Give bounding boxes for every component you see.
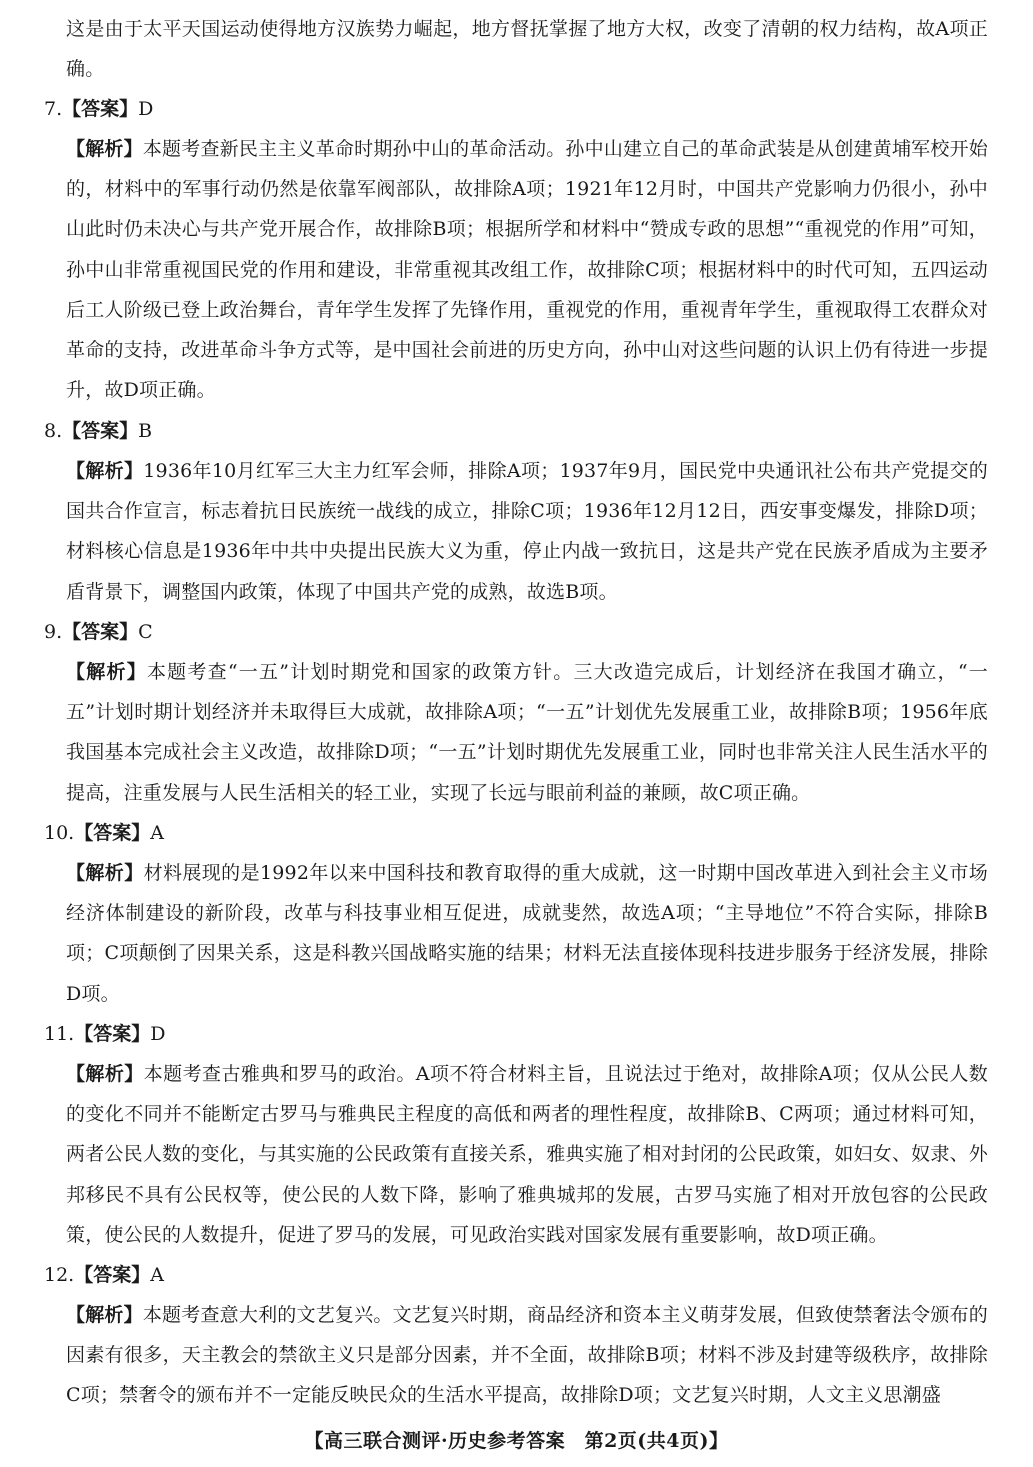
question-7-analysis (66, 129, 988, 410)
analysis-tag: 【解析】 (66, 1063, 144, 1085)
answer-letter: D (150, 1023, 166, 1045)
question-11-answer (44, 1014, 165, 1054)
analysis-text: 本题考查意大利的文艺复兴。文艺复兴时期，商品经济和资本主义萌芽发展，但致使禁奢法令颁布的因素有很多，天主教会的禁欲主义只是部分因素，并不全面，故排除B项；材料不涉及封建等级秩序，故排除C项；禁奢令的颁布并不一定能反映民众的生活水平提高，故排除D项；文艺复兴时期，人文主义思潮盛 (66, 1304, 988, 1407)
question-7-answer (44, 89, 153, 129)
answer-tag: 【答案】 (62, 420, 139, 442)
answer-tag: 【答案】 (62, 621, 139, 643)
question-12-answer (44, 1255, 164, 1295)
analysis-tag: 【解析】 (66, 138, 143, 160)
question-11-analysis (66, 1054, 988, 1255)
question-10-analysis (66, 853, 988, 1014)
answer-letter: D (138, 98, 154, 120)
question-number: 9. (44, 621, 63, 643)
answer-tag: 【答案】 (74, 1264, 151, 1286)
question-number: 7. (44, 98, 63, 120)
answer-tag: 【答案】 (74, 822, 151, 844)
question-9-analysis (66, 652, 988, 813)
question-number: 10. (44, 822, 75, 844)
question-number: 11. (44, 1023, 75, 1045)
analysis-text: 本题考查古雅典和罗马的政治。A项不符合材料主旨，且说法过于绝对，故排除A项；仅从公民人数的变化不同并不能断定古罗马与雅典民主程度的高低和两者的理性程度，故排除B、C两项；通过材料可知，两者公民人数的变化，与其实施的公民政策有直接关系，雅典实施了相对封闭的公民政策，如妇女、奴隶、外邦移民不具有公民权等，使公民的人数下降，影响了雅典城邦的发展，古罗马实施了相对开放包容的公民政策，使公民的人数提升，促进了罗马的发展，可见政治实践对国家发展有重要影响，故D项正确。 (66, 1063, 988, 1246)
analysis-tag: 【解析】 (66, 661, 147, 683)
answer-tag: 【答案】 (62, 98, 139, 120)
question-12-analysis (66, 1295, 988, 1416)
question-8-answer (44, 411, 152, 451)
question-8-analysis (66, 451, 988, 612)
analysis-tag: 【解析】 (66, 460, 144, 482)
answer-tag: 【答案】 (74, 1023, 151, 1045)
analysis-text: 本题考查新民主主义革命时期孙中山的革命活动。孙中山建立自己的革命武装是从创建黄埔军校开始的，材料中的军事行动仍然是依靠军阀部队，故排除A项；1921年12月时，中国共产党影响力仍很小，孙中山此时仍未决心与共产党开展合作，故排除B项；根据所学和材料中“赞成专政的思想”“重视党的作用”可知，孙中山非常重视国民党的作用和建设，非常重视其改组工作，故排除C项；根据材料中的时代可知，五四运动后工人阶级已登上政治舞台，青年学生发挥了先锋作用，重视党的作用，重视青年学生，重视取得工农群众对革命的支持，改进革命斗争方式等，是中国社会前进的历史方向，孙中山对这些问题的认识上仍有待进一步提升，故D项正确。 (66, 138, 988, 402)
answer-letter: A (150, 822, 164, 844)
question-10-answer (44, 813, 164, 853)
analysis-text: 本题考查“一五”计划时期党和国家的政策方针。三大改造完成后，计划经济在我国才确立，“一五”计划时期计划经济并未取得巨大成就，故排除A项；“一五”计划优先发展重工业，故排除B项；1956年底我国基本完成社会主义改造，故排除D项；“一五”计划时期优先发展重工业，同时也非常关注人民生活水平的提高，注重发展与人民生活相关的轻工业，实现了长远与眼前利益的兼顾，故C项正确。 (66, 661, 988, 804)
answer-letter: A (150, 1264, 164, 1286)
analysis-tag: 【解析】 (66, 1304, 143, 1326)
question-9-answer (44, 612, 153, 652)
analysis-tag: 【解析】 (66, 862, 144, 884)
analysis-text: 1936年10月红军三大主力红军会师，排除A项；1937年9月，国民党中央通讯社公布共产党提交的国共合作宣言，标志着抗日民族统一战线的成立，排除C项；1936年12月12日，西安事变爆发，排除D项；材料核心信息是1936年中共中央提出民族大义为重，停止内战一致抗日，这是共产党在民族矛盾成为主要矛盾背景下，调整国内政策，体现了中国共产党的成熟，故选B项。 (66, 460, 988, 603)
page-footer: 【高三联合测评·历史参考答案 第2页(共4页)】 (304, 1430, 729, 1452)
intro-paragraph: 这是由于太平天国运动使得地方汉族势力崛起，地方督抚掌握了地方大权，改变了清朝的权力结构，故A项正确。 (66, 18, 988, 81)
answer-letter: C (138, 621, 153, 643)
question-number: 8. (44, 420, 63, 442)
analysis-text: 材料展现的是1992年以来中国科技和教育取得的重大成就，这一时期中国改革进入到社会主义市场经济体制建设的新阶段，改革与科技事业相互促进，成就斐然，故选A项；“主导地位”不符合实际，排除B项；C项颠倒了因果关系，这是科教兴国战略实施的结果；材料无法直接体现科技进步服务于经济发展，排除D项。 (66, 862, 988, 1005)
answer-letter: B (138, 420, 153, 442)
question-number: 12. (44, 1264, 75, 1286)
